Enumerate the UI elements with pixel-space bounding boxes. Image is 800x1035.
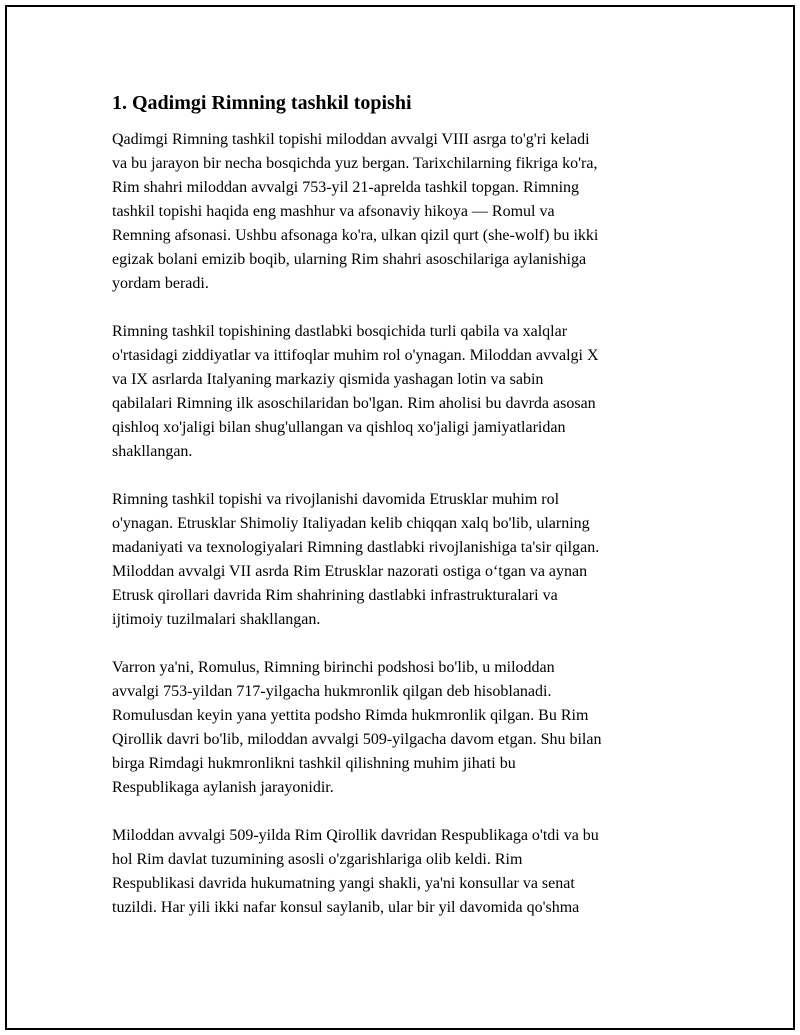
text-line: va bu jarayon bir necha bosqichda yuz bergan. Tarixchilarning fikriga ko'ra, — [112, 155, 598, 172]
text-line: egizak bolani emizib boqib, ularning Rim shahri asoschilariga aylanishiga — [112, 251, 587, 268]
text-line: Qadimgi Rimning tashkil topishi miloddan avvalgi VIII asrga to'g'ri keladi — [112, 131, 590, 148]
text-line: Rimning tashkil topishining dastlabki bosqichida turli qabila va xalqlar — [112, 323, 568, 340]
text-line: Rimning tashkil topishi va rivojlanishi davomida Etrusklar muhim rol — [112, 491, 560, 508]
text-line: Rim shahri miloddan avvalgi 753-yil 21-aprelda tashkil topgan. Rimning — [112, 179, 580, 196]
text-line: o'rtasidagi ziddiyatlar va ittifoqlar muhim rol o'ynagan. Miloddan avvalgi X — [112, 347, 599, 364]
text-line: madaniyati va texnologiyalari Rimning dastlabki rivojlanishiga ta'sir qilgan. — [112, 539, 600, 556]
paragraph-3 — [112, 488, 682, 632]
text-line: Respublikaga aylanish jarayonidir. — [112, 779, 334, 796]
paragraph-2 — [112, 320, 682, 464]
text-line: birga Rimdagi hukmronlikni tashkil qilishning muhim jihati bu — [112, 755, 516, 772]
text-line: yordam beradi. — [112, 275, 209, 292]
text-line: Miloddan avvalgi 509-yilda Rim Qirollik davridan Respublikaga o'tdi va bu — [112, 827, 599, 844]
text-line: Varron ya'ni, Romulus, Rimning birinchi podshosi bo'lib, u miloddan — [112, 659, 555, 676]
text-line: tuzildi. Har yili ikki nafar konsul saylanib, ular bir yil davomida qo'shma — [112, 899, 580, 916]
text-line: qishloq xo'jaligi bilan shug'ullangan va qishloq xo'jaligi jamiyatlaridan — [112, 419, 566, 436]
text-line: va IX asrlarda Italyaning markaziy qismida yashagan lotin va sabin — [112, 371, 544, 388]
text-line: hol Rim davlat tuzumining asosli o'zgarishlariga olib keldi. Rim — [112, 851, 523, 868]
text-line: Miloddan avvalgi VII asrda Rim Etrusklar nazorati ostiga o‘tgan va aynan — [112, 563, 588, 580]
text-line: Qirollik davri bo'lib, miloddan avvalgi 509-yilgacha davom etgan. Shu bilan — [112, 731, 602, 748]
paragraph-4 — [112, 656, 682, 800]
text-line: avvalgi 753-yildan 717-yilgacha hukmronlik qilgan deb hisoblanadi. — [112, 683, 552, 700]
text-line: Remning afsonasi. Ushbu afsonaga ko'ra, ulkan qizil qurt (she-wolf) bu ikki — [112, 227, 599, 244]
text-line: Romulusdan keyin yana yettita podsho Rimda hukmronlik qilgan. Bu Rim — [112, 707, 589, 724]
text-line: Etrusk qirollari davrida Rim shahrining dastlabki infrastrukturalari va — [112, 587, 558, 604]
text-line: o'ynagan. Etrusklar Shimoliy Italiyadan kelib chiqqan xalq bo'lib, ularning — [112, 515, 590, 532]
section-heading: 1. Qadimgi Rimning tashkil topishi — [112, 92, 412, 114]
text-line: Respublikasi davrida hukumatning yangi shakli, ya'ni konsullar va senat — [112, 875, 575, 892]
text-line: shakllangan. — [112, 443, 193, 460]
document-body — [112, 90, 682, 944]
paragraph-5 — [112, 824, 682, 920]
paragraph-1 — [112, 128, 682, 296]
text-line: tashkil topishi haqida eng mashhur va afsonaviy hikoya — Romul va — [112, 203, 555, 220]
text-line: ijtimoiy tuzilmalari shakllangan. — [112, 611, 321, 628]
text-line: qabilalari Rimning ilk asoschilaridan bo'lgan. Rim aholisi bu davrda asosan — [112, 395, 596, 412]
